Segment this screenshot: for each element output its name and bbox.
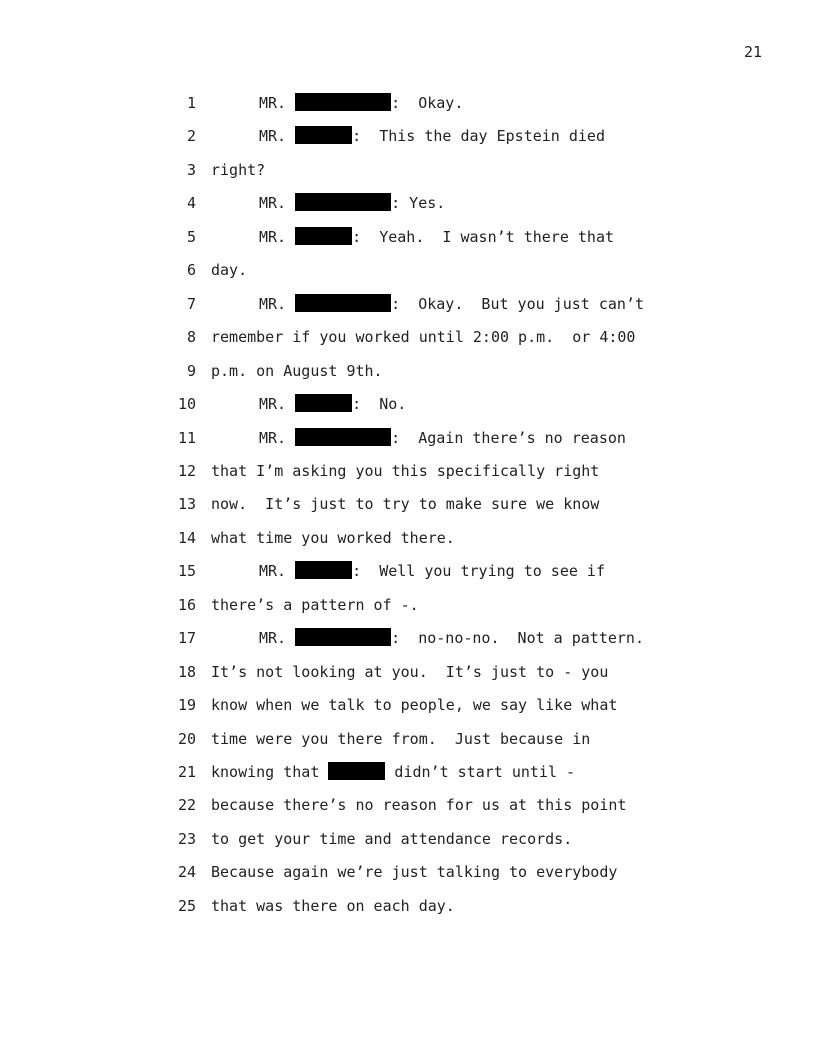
line-text: [211, 595, 419, 615]
line-number: 1: [186, 94, 196, 112]
transcript-line: [0, 327, 816, 347]
line-number: 18: [177, 662, 196, 681]
line-text: [211, 461, 599, 481]
line-number: 15: [177, 562, 196, 581]
line-number: 16: [177, 595, 196, 614]
transcript-line: [0, 93, 816, 113]
line-text-segment: MR.: [259, 227, 296, 246]
line-text-segment: p.m. on August 9th.: [211, 361, 383, 380]
line-text-segment: MR.: [259, 294, 296, 313]
line-text: [211, 862, 617, 882]
line-text: [259, 394, 406, 414]
line-number: 7: [186, 294, 196, 313]
line-text: [259, 628, 644, 648]
transcript-line: [0, 394, 816, 414]
line-number: 2: [186, 127, 196, 146]
line-text-segment: MR.: [259, 629, 296, 648]
line-text-segment: day.: [211, 261, 248, 280]
line-text: [211, 528, 455, 548]
transcript-line: [0, 595, 816, 615]
line-number: 22: [177, 796, 196, 815]
line-number: 14: [177, 528, 196, 547]
line-text-segment: : Okay.: [391, 94, 464, 112]
transcript-line: [0, 428, 816, 448]
line-text-segment: It’s not looking at you. It’s just to - you: [211, 662, 609, 681]
redaction-block: [295, 394, 352, 412]
line-text-segment: : Yes.: [391, 194, 446, 213]
line-number: 9: [186, 361, 196, 380]
line-text-segment: : no-no-no. Not a pattern.: [391, 629, 644, 648]
line-text-segment: Because again we’re just talking to everybody: [211, 863, 618, 882]
redaction-block: [295, 561, 352, 579]
line-text-segment: what time you worked there.: [211, 528, 455, 547]
line-text-segment: to get your time and attendance records.: [211, 829, 573, 848]
line-number: 17: [177, 629, 196, 648]
line-text-segment: MR.: [259, 194, 296, 213]
line-text-segment: that I’m asking you this specifically right: [211, 461, 600, 480]
line-text-segment: : Yeah. I wasn’t there that: [352, 227, 615, 246]
line-text-segment: : This the day Epstein died: [352, 127, 605, 146]
line-text-segment: there’s a pattern of -.: [211, 595, 419, 614]
line-text: [259, 561, 605, 581]
transcript-line: [0, 628, 816, 648]
redaction-block: [295, 93, 391, 111]
transcript-line: [0, 561, 816, 581]
line-text-segment: : Again there’s no reason: [391, 428, 626, 447]
line-text: [259, 126, 605, 146]
transcript-line: [0, 294, 816, 314]
line-text-segment: remember if you worked until 2:00 p.m. or 4:00: [211, 328, 636, 347]
line-text-segment: MR.: [259, 127, 296, 146]
line-text-segment: : Well you trying to see if: [352, 562, 605, 581]
line-text-segment: know when we talk to people, we say like what: [211, 696, 618, 715]
line-text-segment: MR.: [259, 94, 296, 112]
line-text-segment: time were you there from. Just because in: [211, 729, 591, 748]
redaction-block: [295, 193, 391, 211]
redaction-block: [295, 126, 352, 144]
transcript-line: [0, 795, 816, 815]
line-text-segment: now. It’s just to try to make sure we know: [211, 495, 600, 514]
line-number: 13: [177, 495, 196, 514]
line-text-segment: : No.: [352, 395, 407, 414]
line-text-segment: right?: [211, 160, 266, 179]
line-text: [211, 695, 617, 715]
line-text-segment: MR.: [259, 562, 296, 581]
transcript-line: [0, 695, 816, 715]
line-text: [259, 428, 626, 448]
line-text: [211, 260, 247, 280]
line-text: [259, 93, 463, 113]
line-text-segment: because there’s no reason for us at this point: [211, 796, 627, 815]
line-number: 12: [177, 461, 196, 480]
line-text-segment: : Okay. But you just can’t: [391, 294, 644, 313]
line-text: [211, 327, 635, 347]
line-text: [211, 762, 575, 782]
transcript-line: [0, 729, 816, 749]
transcript-line: [0, 762, 816, 782]
line-number: 11: [177, 428, 196, 447]
line-number: 6: [186, 261, 196, 280]
line-text: [259, 227, 614, 247]
line-text-segment: knowing that: [211, 763, 329, 781]
line-text: [211, 896, 455, 916]
line-text: [259, 294, 644, 314]
line-text-segment: MR.: [259, 428, 296, 447]
line-number: 4: [186, 194, 196, 213]
transcript-line: [0, 361, 816, 381]
line-number: 8: [186, 328, 196, 347]
line-number: 3: [186, 160, 196, 179]
line-number: 20: [177, 729, 196, 748]
line-number: 5: [186, 227, 196, 246]
line-text: [211, 795, 626, 815]
transcript-line: [0, 461, 816, 481]
line-number: 25: [177, 896, 196, 915]
redaction-block: [295, 227, 352, 245]
transcript-line: [0, 662, 816, 682]
line-text-segment: MR.: [259, 395, 296, 414]
line-text: [211, 829, 572, 849]
line-text-segment: that was there on each day.: [211, 896, 455, 915]
transcript-line: [0, 494, 816, 514]
line-text: [211, 160, 265, 180]
redaction-block: [295, 628, 391, 646]
page-number: 21: [743, 43, 762, 61]
line-text: [211, 662, 608, 682]
transcript-line: [0, 829, 816, 849]
line-number: 10: [177, 395, 196, 414]
transcript-line: [0, 227, 816, 247]
transcript-line: [0, 528, 816, 548]
line-number: 21: [177, 763, 196, 781]
transcript-line: [0, 896, 816, 916]
line-number: 23: [177, 829, 196, 848]
transcript-line: [0, 260, 816, 280]
line-text: [211, 361, 383, 381]
transcript-line: [0, 126, 816, 146]
line-number: 24: [177, 863, 196, 882]
redaction-block: [295, 428, 391, 446]
line-text: [211, 494, 599, 514]
line-text: [259, 193, 445, 213]
line-text: [211, 729, 590, 749]
transcript-line: [0, 862, 816, 882]
line-text-segment: didn’t start until -: [385, 763, 576, 781]
redaction-block: [328, 762, 385, 780]
line-number: 19: [177, 696, 196, 715]
transcript-line: [0, 160, 816, 180]
redaction-block: [295, 294, 391, 312]
transcript-line: [0, 193, 816, 213]
